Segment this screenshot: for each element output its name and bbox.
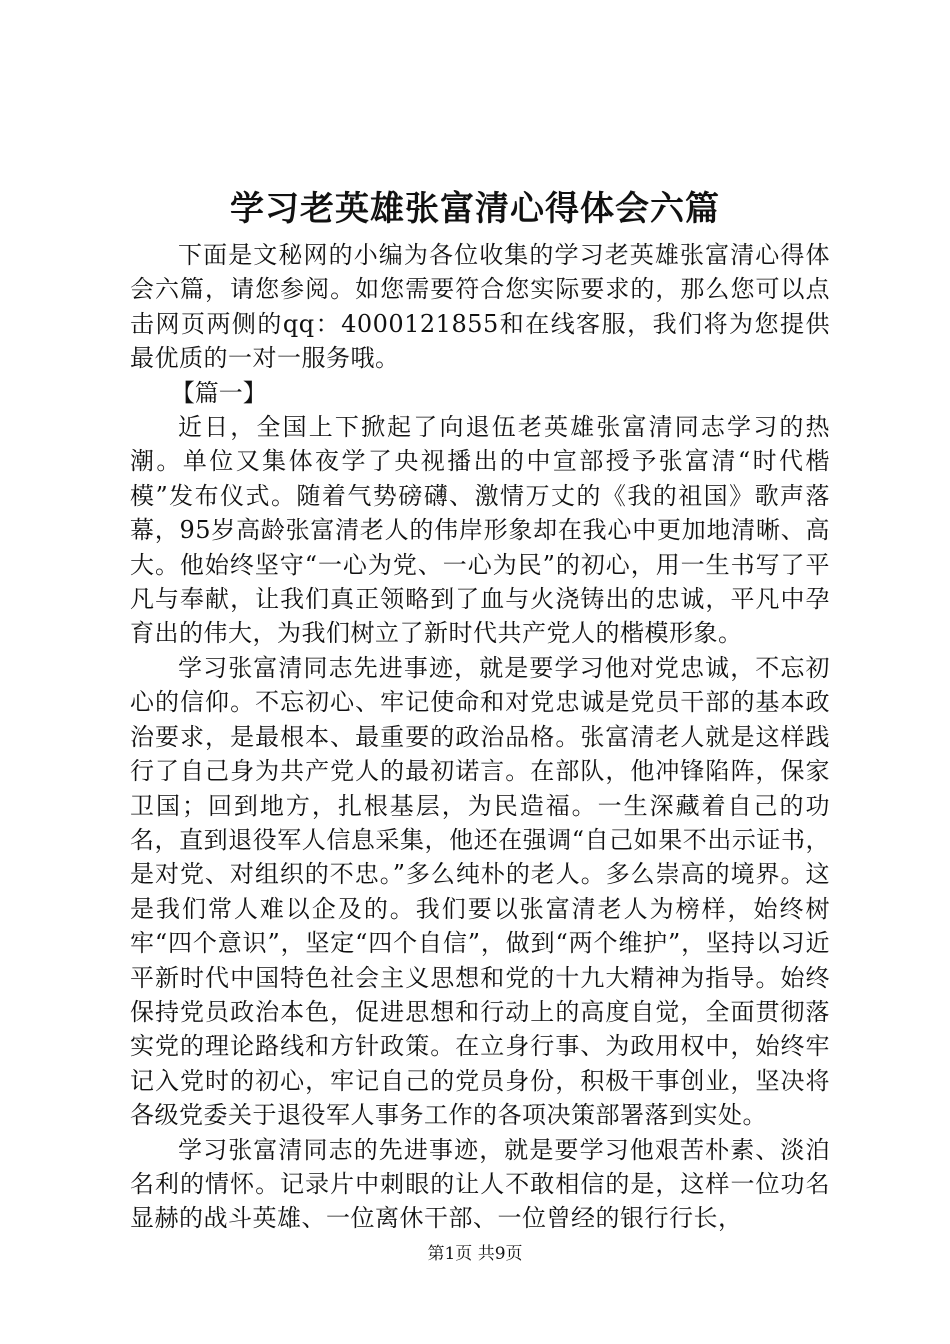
document-body xyxy=(130,238,830,1236)
section-label: 【篇一】 xyxy=(170,378,267,407)
body-paragraph: 近日，全国上下掀起了向退伍老英雄张富清同志学习的热潮。单位又集体夜学了央视播出的中宣部授予张富清“时代楷模”发布仪式。随着气势磅礴、激情万丈的《我的祖国》歌声落幕，95岁高龄张富清老人的伟岸形象却在我心中更加地清晰、高大。他始终坚守“一心为党、一心为民”的初心，用一生书写了平凡与奉献，让我们真正领略到了血与火浇铸出的忠诚，平凡中孕育出的伟大，为我们树立了新时代共产党人的楷模形象。 xyxy=(130,413,830,648)
body-paragraph: 学习张富清同志的先进事迹，就是要学习他艰苦朴素、淡泊名利的情怀。记录片中刺眼的让人不敢相信的是，这样一位功名显赫的战斗英雄、一位离休干部、一位曾经的银行行长， xyxy=(130,1135,830,1233)
page-footer: 第1页 共9页 xyxy=(427,1244,523,1264)
document-title: 学习老英雄张富清心得体会六篇 xyxy=(230,189,720,229)
intro-paragraph: 下面是文秘网的小编为各位收集的学习老英雄张富清心得体会六篇，请您参阅。如您需要符合您实际要求的，那么您可以点击网页两侧的qq：4000121855和在线客服，我们将为您提供最优质的一对一服务哦。 xyxy=(130,241,830,373)
body-paragraph: 学习张富清同志先进事迹，就是要学习他对党忠诚，不忘初心的信仰。不忘初心、牢记使命和对党忠诚是党员干部的基本政治要求，是最根本、最重要的政治品格。张富清老人就是这样践行了自己身为共产党人的最初诺言。在部队，他冲锋陷阵，保家卫国；回到地方，扎根基层，为民造福。一生深藏着自己的功名，直到退役军人信息采集，他还在强调“自己如果不出示证书，是对党、对组织的不忠。”多么纯朴的老人。多么崇高的境界。这是我们常人难以企及的。我们要以张富清老人为榜样，始终树牢“四个意识”，坚定“四个自信”，做到“两个维护”，坚持以习近平新时代中国特色社会主义思想和党的十九大精神为指导。始终保持党员政治本色，促进思想和行动上的高度自觉，全面贯彻落实党的理论路线和方针政策。在立身行事、为政用权中，始终牢记入党时的初心，牢记自己的党员身份，积极干事创业，坚决将各级党委关于退役军人事务工作的各项决策部署落到实处。 xyxy=(130,653,830,1130)
